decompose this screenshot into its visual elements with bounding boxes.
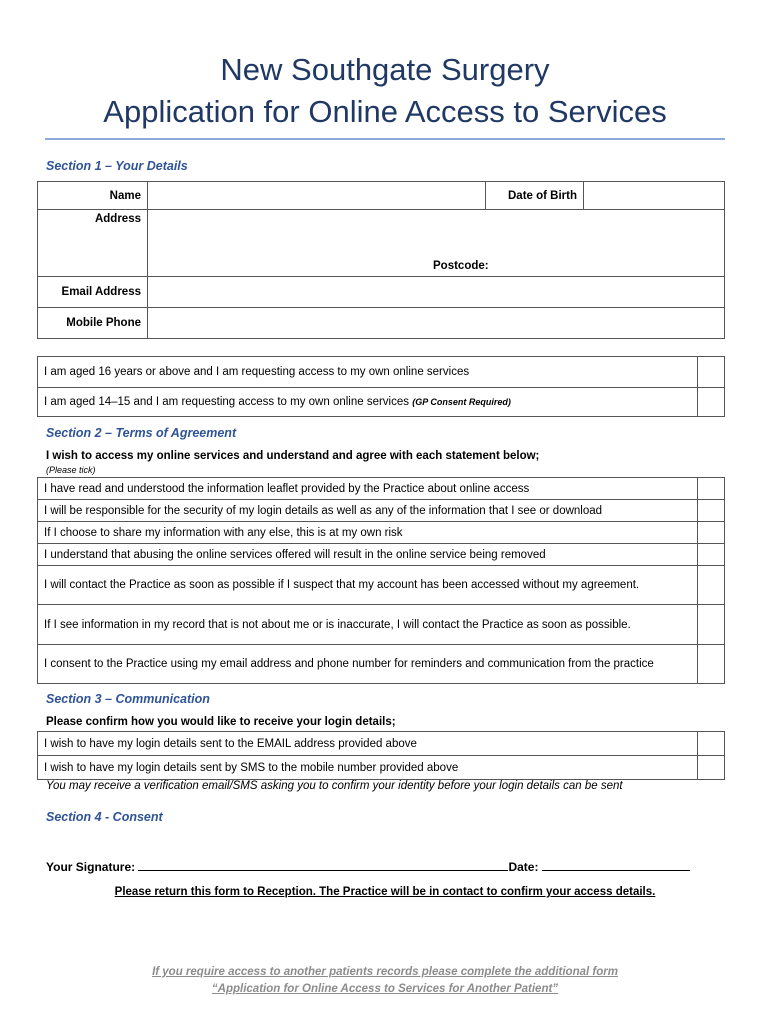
footer-line1: If you require access to another patients records please complete the additional form bbox=[152, 966, 618, 978]
term-text: I will be responsible for the security of my login details as well as any of the information that I see or download bbox=[38, 500, 698, 522]
dob-field[interactable] bbox=[584, 182, 725, 210]
section1-heading: Section 1 – Your Details bbox=[46, 159, 188, 173]
verification-note: You may receive a verification email/SMS asking you to confirm your identity before your login details can be sent bbox=[46, 780, 623, 792]
dob-label: Date of Birth bbox=[486, 182, 584, 210]
age-14-checkbox[interactable] bbox=[698, 388, 725, 417]
return-note: Please return this form to Reception. The Practice will be in contact to confirm your access details. bbox=[114, 886, 656, 898]
tick-note: (Please tick) bbox=[46, 465, 96, 475]
form-title: Application for Online Access to Services bbox=[103, 94, 667, 129]
term-checkbox[interactable] bbox=[698, 566, 725, 605]
age-table bbox=[37, 356, 725, 417]
date-label: Date: bbox=[508, 860, 539, 874]
name-label: Name bbox=[38, 182, 148, 210]
address-field[interactable] bbox=[148, 210, 725, 277]
postcode-label: Postcode: bbox=[433, 260, 489, 272]
email-field[interactable] bbox=[148, 277, 725, 308]
mobile-label: Mobile Phone bbox=[38, 308, 148, 339]
term-checkbox[interactable] bbox=[698, 605, 725, 645]
sms-option-checkbox[interactable] bbox=[698, 756, 725, 780]
age-14-text bbox=[38, 388, 698, 417]
details-table bbox=[37, 181, 725, 339]
term-checkbox[interactable] bbox=[698, 544, 725, 566]
email-option-text: I wish to have my login details sent to the EMAIL address provided above bbox=[38, 732, 698, 756]
terms-intro: I wish to access my online services and understand and agree with each statement below; bbox=[46, 450, 540, 462]
terms-table bbox=[37, 477, 725, 684]
date-line[interactable] bbox=[542, 858, 690, 871]
term-text: I have read and understood the information leaflet provided by the Practice about online access bbox=[38, 478, 698, 500]
section2-heading: Section 2 – Terms of Agreement bbox=[46, 426, 237, 440]
term-text: I consent to the Practice using my email address and phone number for reminders and communication from the practice bbox=[38, 645, 698, 684]
sms-option-text: I wish to have my login details sent by SMS to the mobile number provided above bbox=[38, 756, 698, 780]
communication-intro: Please confirm how you would like to receive your login details; bbox=[46, 716, 396, 728]
age-16-text: I am aged 16 years or above and I am requesting access to my own online services bbox=[38, 357, 698, 388]
term-text: If I choose to share my information with any else, this is at my own risk bbox=[38, 522, 698, 544]
gp-consent-note: (GP Consent Required) bbox=[412, 397, 511, 407]
signature-line[interactable] bbox=[138, 858, 508, 871]
term-checkbox[interactable] bbox=[698, 645, 725, 684]
age-16-checkbox[interactable] bbox=[698, 357, 725, 388]
address-label: Address bbox=[38, 210, 148, 277]
term-checkbox[interactable] bbox=[698, 522, 725, 544]
term-text: I understand that abusing the online services offered will result in the online service being removed bbox=[38, 544, 698, 566]
signature-row bbox=[46, 858, 690, 874]
section4-heading: Section 4 - Consent bbox=[46, 810, 163, 824]
mobile-field[interactable] bbox=[148, 308, 725, 339]
email-option-checkbox[interactable] bbox=[698, 732, 725, 756]
name-field[interactable] bbox=[148, 182, 486, 210]
form-title-practice: New Southgate Surgery bbox=[220, 52, 550, 87]
term-text: If I see information in my record that is not about me or is inaccurate, I will contact the Practice as soon as possible. bbox=[38, 605, 698, 645]
signature-label: Your Signature: bbox=[46, 860, 136, 874]
term-checkbox[interactable] bbox=[698, 478, 725, 500]
title-divider bbox=[45, 138, 725, 140]
section3-heading: Section 3 – Communication bbox=[46, 692, 210, 706]
term-checkbox[interactable] bbox=[698, 500, 725, 522]
age-14-label: I am aged 14–15 and I am requesting access to my own online services bbox=[44, 396, 410, 408]
footer-line2: “Application for Online Access to Services for Another Patient” bbox=[211, 983, 559, 995]
communication-table bbox=[37, 731, 725, 780]
term-text: I will contact the Practice as soon as possible if I suspect that my account has been accessed without my agreement. bbox=[38, 566, 698, 605]
email-label: Email Address bbox=[38, 277, 148, 308]
